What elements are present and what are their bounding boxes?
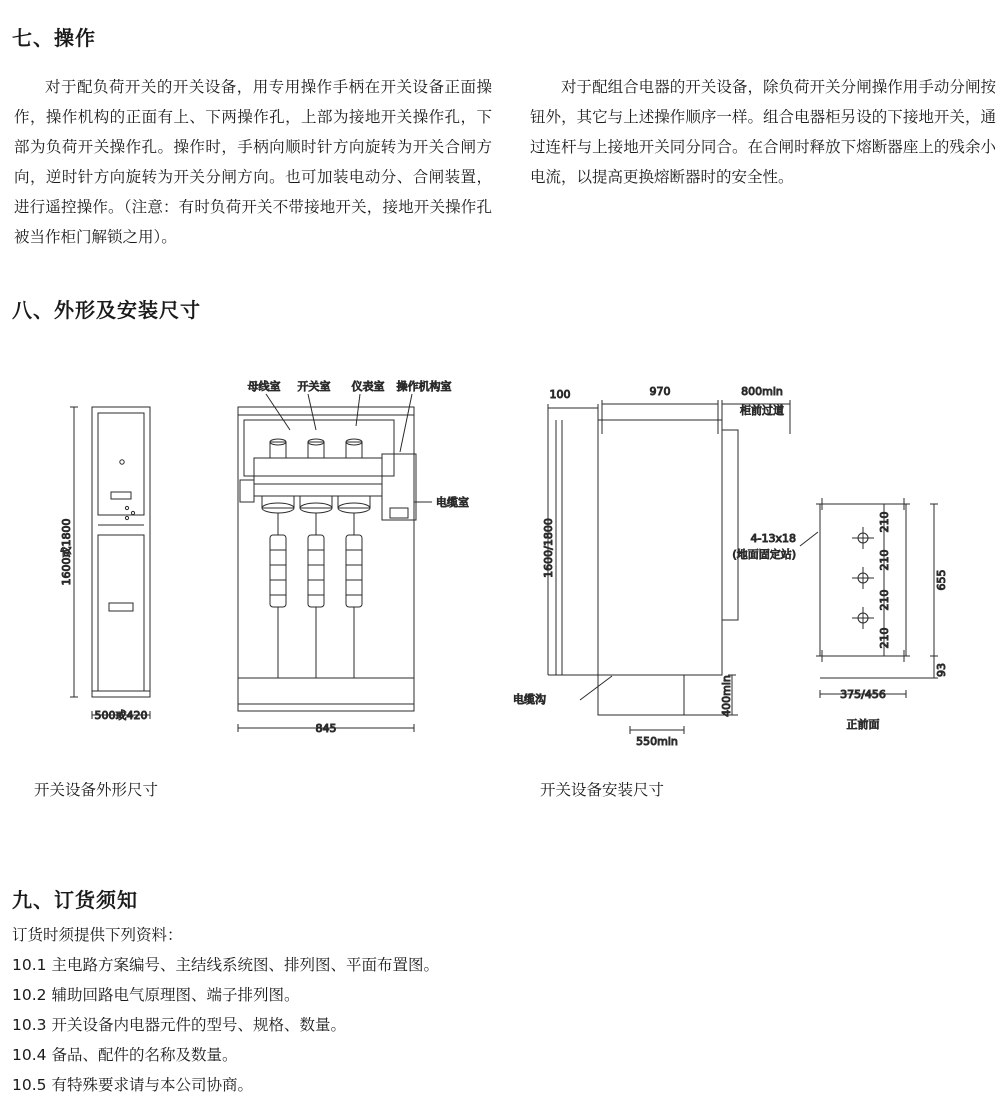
- label-switch-room: 开关室: [297, 380, 331, 393]
- dim-655: 655: [935, 569, 948, 591]
- operation-left-paragraph: 对于配负荷开关的开关设备，用专用操作手柄在开关设备正面操作，操作机构的正面有上、下两操作孔，上部为接地开关操作孔，下部为负荷开关操作孔。操作时，手柄向顺时针方向旋转为开关合闸方向，逆时针方向旋转为开关分闸方向。也可加装电动分、合闸装置，进行遥控操作。（注意：有时负荷开关不带接地开关，接地开关操作孔被当作柜门解锁之用）。: [14, 78, 492, 246]
- order-requirements-list: [12, 920, 612, 1100]
- operation-right-paragraph: 对于配组合电器的开关设备，除负荷开关分闸操作用手动分闸按钮外，其它与上述操作顺序一样。组合电器柜另设的下接地开关，通过连杆与上接地开关同分同合。在合闸时释放下熔断器座上的残余小电流，以提高更换熔断器时的安全性。: [530, 78, 996, 186]
- section-heading-dimensions: 八、外形及安装尺寸: [12, 298, 201, 322]
- dim-width-left: 500或420: [94, 709, 148, 722]
- dim-height-left: 1600或1800: [60, 518, 73, 586]
- dim-210-d: 210: [878, 627, 891, 649]
- label-anchor-note-1: 4-13x18: [750, 532, 796, 545]
- dimension-figures: [0, 360, 1008, 760]
- operation-right-column: [530, 72, 996, 192]
- section-heading-operation: 七、操作: [12, 26, 96, 50]
- label-instrument-room: 仪表室: [351, 380, 385, 393]
- cabinet-internal-view: [238, 394, 432, 732]
- dim-800min: 800min: [741, 385, 783, 398]
- dim-93: 93: [935, 663, 948, 677]
- dim-550min: 550min: [636, 735, 678, 748]
- dim-400min: 400min: [720, 675, 733, 717]
- dim-210-a: 210: [878, 511, 891, 533]
- label-cable-room: 电缆室: [436, 496, 469, 509]
- dim-375-456: 375/456: [840, 688, 886, 701]
- dim-210-b: 210: [878, 549, 891, 571]
- dim-970: 970: [649, 385, 671, 398]
- caption-install-dimensions: 开关设备安装尺寸: [540, 781, 665, 799]
- section-heading-order: 九、订货须知: [12, 888, 138, 912]
- order-item: 10.1 主电路方案编号、主结线系统图、排列图、平面布置图。: [12, 956, 439, 974]
- cabinet-side-view: [548, 400, 790, 734]
- label-cable-trench: 电缆沟: [513, 693, 546, 706]
- dim-height-right: 1600/1800: [542, 518, 555, 578]
- dim-width-mid: 845: [315, 722, 337, 735]
- label-front-view: 正前面: [846, 718, 880, 731]
- order-item: 10.5 有特殊要求请与本公司协商。: [12, 1076, 253, 1094]
- dim-210-c: 210: [878, 589, 891, 611]
- caption-outline-dimensions: 开关设备外形尺寸: [34, 781, 159, 799]
- label-anchor-note-2: (地面固定站): [732, 548, 796, 561]
- dimension-drawings-svg: [0, 360, 1008, 760]
- label-busbar-room: 母线室: [247, 380, 281, 393]
- cabinet-outline-left: [70, 407, 150, 719]
- order-item: 10.2 辅助回路电气原理图、端子排列图。: [12, 986, 300, 1004]
- label-front-aisle: 柜前过道: [740, 404, 784, 417]
- order-intro: 订货时须提供下列资料：: [12, 926, 183, 944]
- foundation-plan: [800, 498, 938, 698]
- order-item: 10.3 开关设备内电器元件的型号、规格、数量。: [12, 1016, 346, 1034]
- label-mechanism-room: 操作机构室: [396, 380, 452, 393]
- order-item: 10.4 备品、配件的名称及数量。: [12, 1046, 238, 1064]
- operation-left-column: [14, 72, 492, 252]
- dim-100: 100: [549, 388, 571, 401]
